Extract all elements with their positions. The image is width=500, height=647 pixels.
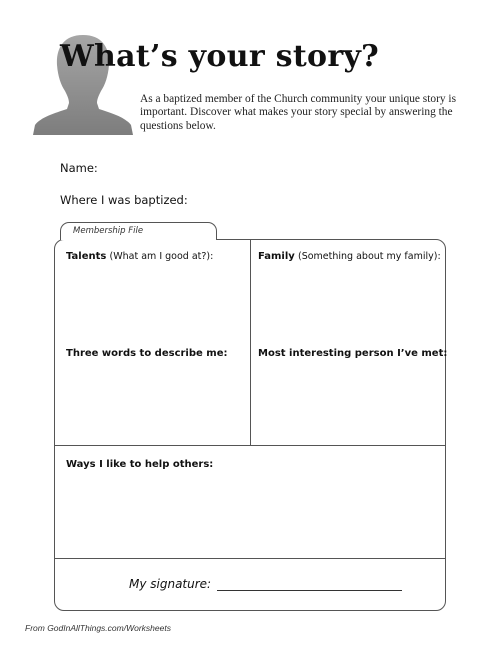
membership-file-tab [60, 222, 217, 240]
row-divider-bottom [55, 558, 445, 559]
three-words-prompt: Three words to describe me: [66, 348, 228, 359]
signature-label: My signature: [129, 577, 212, 591]
family-prompt [258, 251, 441, 262]
interesting-person-prompt: Most interesting person I’ve met: [258, 348, 448, 359]
intro-text: As a baptized member of the Church community your unique story is important. Discover what makes your story special by answering the questions below. [140, 93, 457, 132]
family-hint: (Something about my family): [297, 251, 441, 262]
row-divider-top [55, 445, 445, 446]
page-title: What’s your story? [60, 39, 380, 74]
name-label: Name: [60, 161, 98, 175]
signature-line[interactable] [217, 590, 402, 591]
baptized-label: Where I was baptized: [60, 193, 188, 207]
tab-label: Membership File [73, 226, 144, 236]
talents-hint: (What am I good at?): [109, 251, 214, 262]
help-others-prompt: Ways I like to help others: [66, 459, 214, 470]
membership-card [54, 239, 446, 611]
family-label: Family [258, 251, 295, 262]
footer-source: From GodInAllThings.com/Worksheets [25, 623, 171, 633]
column-divider [250, 240, 251, 445]
talents-prompt [66, 251, 213, 262]
talents-label: Talents [66, 251, 107, 262]
